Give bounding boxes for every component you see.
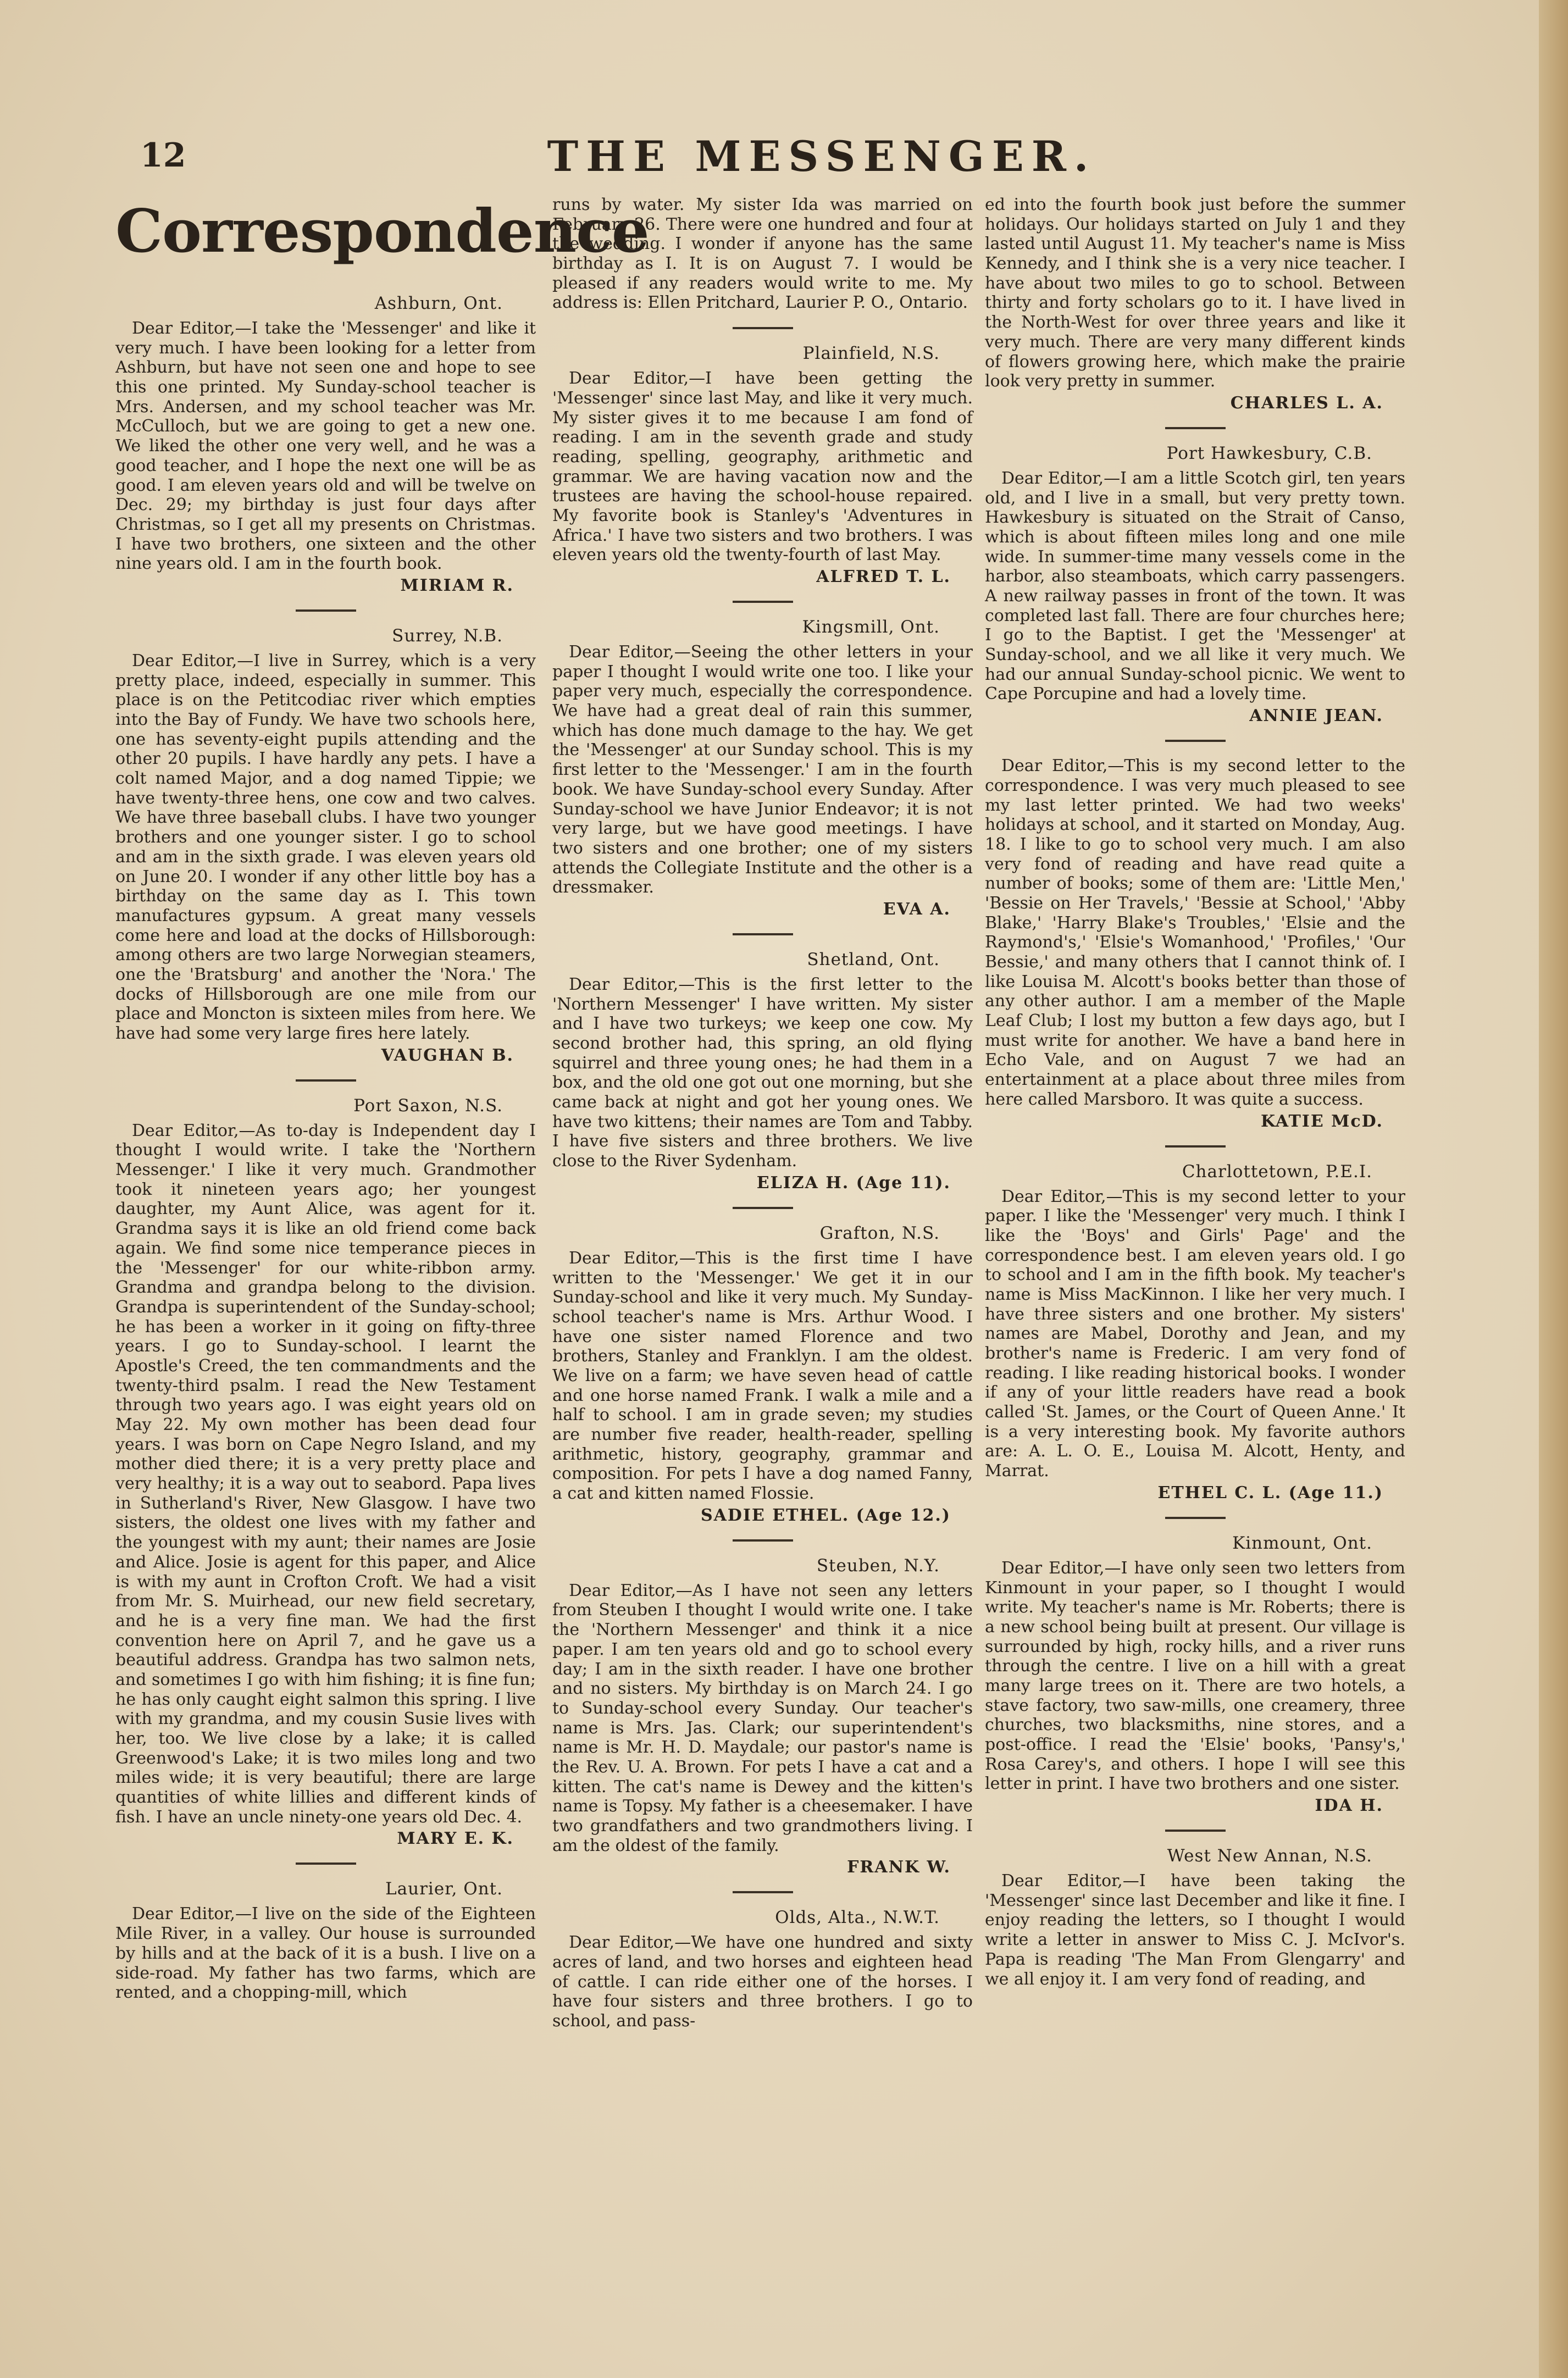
letter-location: Port Saxon, N.S. (353, 1095, 503, 1116)
page-header (140, 132, 1421, 181)
separator-rule (733, 601, 793, 603)
letter-signature: EVA A. (883, 899, 951, 919)
letter-signature: ALFRED T. L. (816, 567, 951, 586)
separator-rule (733, 933, 793, 935)
letter-signature: ANNIE JEAN. (1249, 706, 1383, 726)
letter-body: Dear Editor,—I live in Surrey, which is a very pretty place, indeed, especially in summer. This place is on the Petitcodiac river which empties into the Bay of Fundy. We have two schools here, one has seventy-eight pupils attending and the other 20 pupils. I have hardly any pets. I have a colt named Major, and a dog named Tippie; we have twenty-three hens, one cow and two calves. We have three baseball clubs. I have two younger brothers and one younger sister. I go to school and am in the sixth grade. I was eleven years old on June 20. I wonder if any other little boy has a birthday on the same day as I. This town manufactures gypsum. A great many vessels come here and load at the docks of Hillsborough: among others are two large Norwegian steamers, one the 'Bratsburg' and another the 'Nora.' The docks of Hillsborough are one mile from our place and Moncton is sixteen miles from here. We have had some very large fires here lately. (115, 651, 536, 1043)
letter (985, 1533, 1405, 1815)
letter-body: Dear Editor,—I am a little Scotch girl, ten years old, and I live in a small, but very pretty town. Hawkesbury is situated on the Strait of Canso, which is about fifteen miles long and one mile wide. In summer-time many vessels come in the harbor, also steamboats, which carry passengers. A new railway passes in front of the town. It was completed last fall. There are four churches here; I go to the Baptist. I get the 'Messenger' at Sunday-school, and we all like it very much. We had our annual Sunday-school picnic. We went to Cape Porcupine and had a lovely time. (985, 468, 1405, 704)
letter (115, 293, 536, 595)
letter-body: Dear Editor,—As to-day is Independent day I thought I would write. I take the 'Northern Messenger.' I like it very much. Grandmother took it nineteen years ago; her youngest daughter, my Aunt Alice, was agent for it. Grandma says it is like an old friend come back again. We find some nice temperance pieces in the 'Messenger' for our white-ribbon army. Grandma and grandpa belong to the division. Grandpa is superintendent of the Sunday-school; he has been a worker in it going on fifty-three years. I go to Sunday-school. I learnt the Apostle's Creed, the ten commandments and the twenty-third psalm. I read the New Testament through two years ago. I was eight years old on May 22. My own mother has been dead four years. I was born on Cape Negro Island, and my mother died there; it is a very pretty place and very healthy; it is a way out to seabord. Papa lives in Sutherland's River, New Glasgow. I have two sisters, the oldest one lives with my father and the youngest with my aunt; their names are Josie and Alice. Josie is agent for this paper, and Alice is with my aunt in Crofton Croft. We had a visit from Mr. S. Muirhead, our new field secretary, and he is a very fine man. We had the first convention here on April 7, and he gave us a beautiful address. Grandpa has two salmon nets, and sometimes I go with him fishing; it is fine fun; he has only caught eight salmon this spring. I live with my grandma, and my cousin Susie lives with her, too. We live close by a lake; it is called Greenwood's Lake; it is two miles long and two miles wide; it is very beautiful; there are large quantities of white lillies and different kinds of fish. I have an uncle ninety-one years old Dec. 4. (115, 1121, 536, 1827)
section-title: Correspondence (115, 197, 649, 266)
page-number: 12 (140, 136, 186, 175)
separator-rule (1165, 1830, 1226, 1832)
letter (985, 756, 1405, 1130)
letter-location: West New Annan, N.S. (1167, 1846, 1372, 1866)
letter-body: Dear Editor,—This is the first time I have written to the 'Messenger.' We get it in our Sunday-school and like it very much. My Sunday-school teacher's name is Mrs. Arthur Wood. I have one sister named Florence and two brothers, Stanley and Franklyn. I am the oldest. We live on a farm; we have seven head of cattle and one horse named Frank. I walk a mile and a half to school. I am in grade seven; my studies are number five reader, health-reader, spelling arithmetic, history, geography, grammar and composition. For pets I have a dog named Fanny, a cat and kitten named Flossie. (552, 1248, 973, 1504)
letter (552, 1556, 973, 1877)
letter-location: Olds, Alta., N.W.T. (775, 1908, 940, 1928)
column-2 (552, 195, 973, 2041)
column-3 (985, 195, 1405, 1999)
letter-location: Surrey, N.B. (392, 625, 503, 646)
separator-rule (733, 327, 793, 329)
letter-signature: FRANK W. (847, 1858, 951, 1877)
letter-location: Kingsmill, Ont. (802, 617, 940, 637)
column-1 (115, 187, 649, 2013)
letter-signature: CHARLES L. A. (1230, 393, 1383, 413)
letter-body: runs by water. My sister Ida was married on February 26. There were one hundred and four at the wedding. I wonder if anyone has the same birthday as I. It is on August 7. I would be pleased if any readers would write to me. My address is: Ellen Pritchard, Laurier P. O., Ontario. (552, 195, 973, 313)
letter (552, 950, 973, 1193)
letter (115, 1879, 536, 2002)
letter-signature: VAUGHAN B. (381, 1045, 514, 1065)
letter-location: Ashburn, Ont. (374, 293, 503, 313)
letter-body: Dear Editor,—This is the first letter to the 'Northern Messenger' I have written. My sister and I have two turkeys; we keep one cow. My second brother had, this spring, an old flying squirrel and three young ones; he had them in a box, and the old one got out one morning, but she came back at night and got her young ones. We have two kittens; their names are Tom and Tabby. I have five sisters and three brothers. We live close to the River Sydenham. (552, 974, 973, 1171)
letter-body: Dear Editor,—I have been taking the 'Messenger' since last December and like it fine. I enjoy reading the letters, so I thought I would write a letter in answer to Miss C. J. McIvor's. Papa is reading 'The Man From Glengarry' and we all enjoy it. I am very fond of reading, and (985, 1871, 1405, 1989)
separator-rule (1165, 740, 1226, 742)
letter-signature: ETHEL C. L. (Age 11.) (1157, 1483, 1383, 1503)
letter-location: Port Hawkesbury, C.B. (1166, 443, 1372, 463)
letter-signature: KATIE McD. (1260, 1111, 1383, 1131)
letter (552, 195, 973, 313)
letter-signature: SADIE ETHEL. (Age 12.) (700, 1505, 951, 1525)
letter-location: Laurier, Ont. (385, 1879, 503, 1899)
letter-signature: MIRIAM R. (400, 575, 514, 595)
letter (552, 343, 973, 586)
separator-rule (296, 1863, 356, 1865)
letter (985, 1846, 1405, 1989)
letter-signature: ELIZA H. (Age 11). (756, 1173, 951, 1193)
letter (985, 195, 1405, 413)
separator-rule (1165, 427, 1226, 429)
letter-body: Dear Editor,—I have been getting the 'Messenger' since last May, and like it very much. My sister gives it to me because I am fond of reading. I am in the seventh grade and study reading, spelling, geography, arithmetic and grammar. We are having vacation now and the trustees are having the school-house repaired. My favorite book is Stanley's 'Adventures in Africa.' I have two sisters and two brothers. I was eleven years old the twenty-fourth of last May. (552, 369, 973, 565)
letter-body: Dear Editor,—I take the 'Messenger' and like it very much. I have been looking for a letter from Ashburn, but have not seen one and hope to see this one printed. My Sunday-school teacher is Mrs. Andersen, and my school teacher was Mr. McCulloch, but we are going to get a new one. We liked the other one very well, and he was a good teacher, and I hope the next one will be as good. I am eleven years old and will be twelve on Dec. 29; my birthday is just four days after Christmas, so I get all my presents on Christmas. I have two brothers, one sixteen and the other nine years old. I am in the fourth book. (115, 319, 536, 574)
separator-rule (733, 1207, 793, 1209)
separator-rule (1165, 1517, 1226, 1519)
letter-location: Charlottetown, P.E.I. (1182, 1161, 1372, 1182)
letter (985, 444, 1405, 725)
letter-body: Dear Editor,—I live on the side of the Eighteen Mile River, in a valley. Our house is surrounded by hills and at the back of it is a bush. I live on a side-road. My father has two farms, which are rented, and a chopping-mill, which (115, 1904, 536, 2003)
letter-location: Plainfield, N.S. (802, 343, 940, 364)
page-edge (1539, 0, 1568, 2378)
letter (552, 1908, 973, 2031)
letter-signature: IDA H. (1315, 1796, 1383, 1816)
letter-signature: MARY E. K. (397, 1829, 514, 1849)
separator-rule (296, 1079, 356, 1082)
separator-rule (296, 609, 356, 612)
letter-body: Dear Editor,—As I have not seen any letters from Steuben I thought I would write one. I take the 'Northern Messenger' and think it a nice paper. I am ten years old and go to school every day; I am in the sixth reader. I have one brother and no sisters. My birthday is on March 24. I go to Sunday-school every Sunday. Our teacher's name is Mrs. Jas. Clark; our superintendent's name is Mr. H. D. Maydale; our pastor's name is the Rev. U. A. Brown. For pets I have a cat and a kitten. The cat's name is Dewey and the kitten's name is Topsy. My father is a cheesemaker. I have two grandfathers and two grandmothers living. I am the oldest of the family. (552, 1581, 973, 1855)
letter-body: Dear Editor,—This is my second letter to your paper. I like the 'Messenger' very much. I think I like the 'Boys' and Girls' Page' and the correspondence best. I am eleven years old. I go to school and I am in the fifth book. My teacher's name is Miss MacKinnon. I like her very much. I have three sisters and one brother. My sisters' names are Mabel, Dorothy and Jean, and my brother's name is Frederic. I am very fond of reading. I like reading historical books. I wonder if any of your little readers have read a book called 'St. James, or the Court of Queen Anne.' It is a very interesting book. My favorite authors are: A. L. O. E., Louisa M. Alcott, Henty, and Marrat. (985, 1187, 1405, 1481)
letter-location: Grafton, N.S. (819, 1223, 940, 1243)
letter-body: Dear Editor,—We have one hundred and sixty acres of land, and two horses and eighteen head of cattle. I can ride either one of the horses. I have four sisters and three brothers. I go to school, and pass- (552, 1933, 973, 2031)
separator-rule (733, 1891, 793, 1893)
letter (115, 626, 536, 1065)
letter (552, 1223, 973, 1525)
letter-body: ed into the fourth book just before the summer holidays. Our holidays started on July 1 and they lasted until August 11. My teacher's name is Miss Kennedy, and I think she is a very nice teacher. I have about two miles to go to school. Between thirty and forty scholars go to it. I have lived in the North-West for over three years and like it very much. There are very many different kinds of flowers growing here, which make the prairie look very pretty in summer. (985, 195, 1405, 391)
letter-location: Kinmount, Ont. (1232, 1533, 1372, 1553)
separator-rule (733, 1539, 793, 1542)
letter (552, 617, 973, 919)
letter-location: Steuben, N.Y. (816, 1555, 940, 1576)
letter (985, 1162, 1405, 1503)
letter (115, 1096, 536, 1849)
letter-location: Shetland, Ont. (807, 949, 940, 969)
separator-rule (1165, 1145, 1226, 1148)
letter-body: Dear Editor,—I have only seen two letters from Kinmount in your paper, so I thought I would write. My teacher's name is Mr. Roberts; there is a new school being built at present. Our village is surrounded by high, rocky hills, and a river runs through the centre. I live on a hill with a great many large trees on it. There are two hotels, a stave factory, two saw-mills, one creamery, three churches, two blacksmiths, nine stores, and a post-office. I read the 'Elsie' books, 'Pansy's,' Rosa Carey's, and others. I hope I will see this letter in print. I have two brothers and one sister. (985, 1558, 1405, 1794)
letter-body: Dear Editor,—This is my second letter to the correspondence. I was very much pleased to see my last letter printed. We had two weeks' holidays at school, and it started on Monday, Aug. 18. I like to go to school very much. I am also very fond of reading and have read quite a number of books; some of them are: 'Little Men,' 'Bessie on Her Travels,' 'Bessie at School,' 'Abby Blake,' 'Harry Blake's Troubles,' 'Elsie and the Raymond's,' 'Elsie's Womanhood,' 'Profiles,' 'Our Bessie,' and many others that I cannot think of. I like Louisa M. Alcott's books better than those of any other author. I am a member of the Maple Leaf Club; I lost my button a few days ago, but I must write for another. We have a band here in Echo Vale, and on August 7 we had an entertainment at a place about three miles from here called Marsboro. It was quite a success. (985, 756, 1405, 1109)
letter-body: Dear Editor,—Seeing the other letters in your paper I thought I would write one too. I like your paper very much, especially the correspondence. We have had a great deal of rain this summer, which has done much damage to the hay. We get the 'Messenger' at our Sunday school. This is my first letter to the 'Messenger.' I am in the fourth book. We have Sunday-school every Sunday. After Sunday-school we have Junior Endeavor; it is not very large, but we have good meetings. I have two sisters and one brother; one of my sisters attends the Collegiate Institute and the other is a dressmaker. (552, 642, 973, 897)
masthead-title: THE MESSENGER. (547, 132, 1096, 181)
